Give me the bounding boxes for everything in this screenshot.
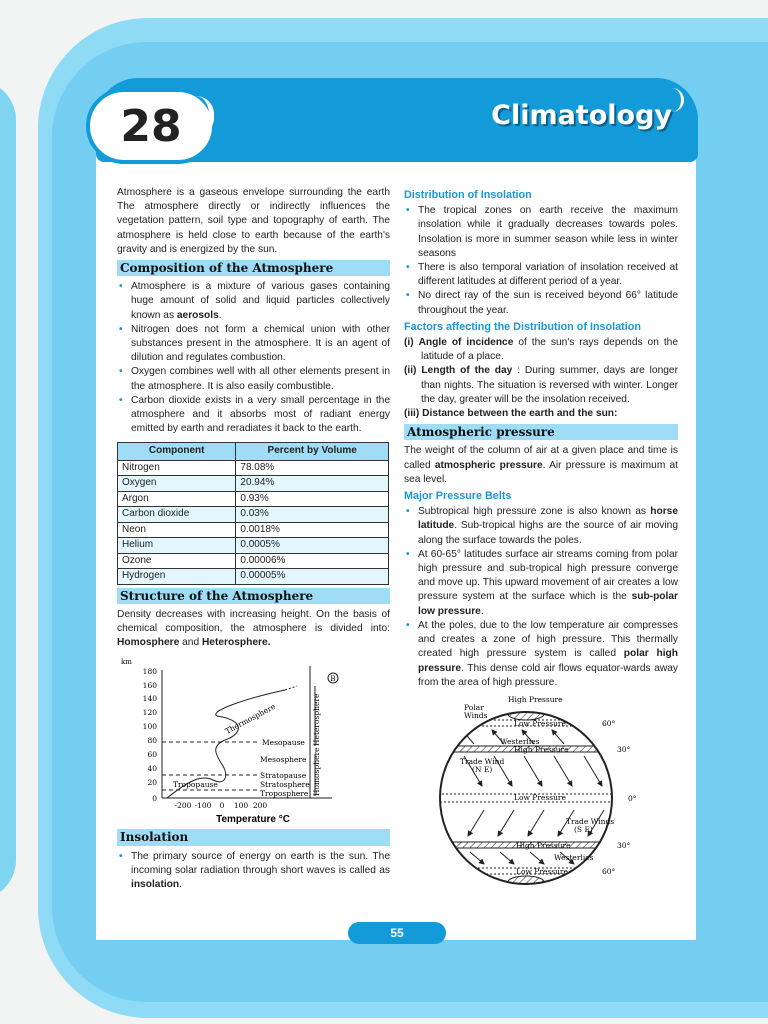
svg-text:0: 0	[152, 794, 157, 804]
svg-text:Mesopause: Mesopause	[262, 738, 305, 748]
table-header: Component	[118, 443, 236, 460]
insolation-bullet: • The primary source of energy on earth is the sun. The incoming solar radiation through short waves is called as insolation.	[117, 850, 390, 893]
composition-heading: Composition of the Atmosphere	[117, 260, 390, 276]
svg-text:80: 80	[147, 736, 157, 746]
svg-text:Tropopause: Tropopause	[173, 780, 218, 790]
pressure-paragraph: The weight of the column of air at a given place and time is called atmospheric pressure. Air pressure is maximum at sea level.	[404, 445, 679, 485]
pressure-belts-globe-diagram	[404, 694, 678, 890]
svg-text:Low Pressure: Low Pressure	[514, 792, 566, 802]
chapter-title: Climatology	[491, 100, 672, 131]
page-number: 55	[348, 922, 446, 944]
distribution-bullet: • No direct ray of the sun is received beyond 66° latitude throughout the year.	[404, 289, 678, 317]
svg-text:B: B	[330, 675, 336, 684]
svg-text:Trade Wind: Trade Wind	[460, 756, 505, 766]
composition-bullet: • Oxygen combines well with all other elements present in the atmosphere. It is also easily combustible.	[117, 365, 390, 393]
belts-list	[404, 505, 678, 690]
svg-text:180: 180	[142, 667, 157, 677]
svg-text:Stratopause: Stratopause	[260, 771, 307, 781]
table-header: Percent by Volume	[236, 443, 389, 460]
svg-text:100: 100	[142, 722, 157, 732]
factor-item: (i) Angle of incidence of the sun's rays depends on the latitude of a place.	[404, 337, 678, 363]
structure-paragraph: Density decreases with increasing height. On the basis of chemical composition, the atmosphere is divided into: Homosphere and Heterosphere.	[117, 608, 390, 649]
table-row: Argon 0.93%	[118, 491, 389, 507]
insolation-list	[117, 850, 390, 893]
svg-text:-200: -200	[174, 801, 192, 811]
composition-bullet: • Atmosphere is a mixture of various gases containing huge amount of solid and liquid particles collectively known as aerosols.	[117, 280, 390, 323]
svg-text:Polar: Polar	[464, 702, 484, 712]
svg-text:Troposphere: Troposphere	[260, 789, 309, 799]
belts-bullet: • Subtropical high pressure zone is also known as horse latitude. Sub-tropical highs are the source of air moving along the surface towards the poles.	[404, 505, 678, 548]
factors-list	[404, 336, 678, 421]
svg-text:Westerlies: Westerlies	[500, 736, 540, 746]
composition-bullet: • Nitrogen does not form a chemical union with other substances present in the atmosphere. It is an agent of dilution and regulates combustion.	[117, 323, 390, 366]
table-row: Neon 0.0018%	[118, 522, 389, 538]
svg-text:-100: -100	[194, 801, 212, 811]
previous-page-edge	[0, 80, 16, 900]
svg-text:Trade Winds: Trade Winds	[566, 816, 615, 826]
svg-text:High Pressure: High Pressure	[516, 840, 571, 850]
svg-text:Low Pressure: Low Pressure	[514, 718, 566, 728]
svg-text:140: 140	[142, 694, 157, 704]
belts-heading: Major Pressure Belts	[404, 490, 512, 503]
svg-text:Homosphere: Homosphere	[312, 747, 321, 797]
svg-text:0°: 0°	[628, 793, 637, 803]
factor-item: (ii) Length of the day : During summer, days are longer than nights. The situation is reversed with winter. Longer the day, greater will be the insolation received.	[404, 365, 678, 405]
svg-text:Thermosphere: Thermosphere	[223, 702, 277, 737]
right-column	[404, 186, 678, 890]
svg-text:120: 120	[142, 708, 157, 718]
table-row: Ozone 0.00006%	[118, 553, 389, 569]
distribution-heading: Distribution of Insolation	[404, 189, 532, 201]
table-row: Oxygen 20.94%	[118, 476, 389, 492]
pressure-heading: Atmospheric pressure	[404, 424, 678, 440]
svg-text:Stratosphere: Stratosphere	[260, 780, 310, 790]
distribution-bullet: • There is also temporal variation of insolation received at different latitudes at different period of a year.	[404, 261, 678, 289]
svg-text:30°: 30°	[617, 840, 631, 850]
factors-heading: Factors affecting the Distribution of Insolation	[404, 320, 641, 333]
insolation-heading: Insolation	[117, 829, 390, 845]
svg-text:Winds: Winds	[464, 710, 488, 720]
svg-text:km: km	[121, 658, 132, 667]
svg-text:Temperature °C: Temperature °C	[216, 814, 290, 826]
svg-text:High Pressure: High Pressure	[514, 744, 569, 754]
svg-text:Heterosphere: Heterosphere	[312, 693, 321, 747]
table-row: Hydrogen 0.00005%	[118, 569, 389, 585]
composition-list	[117, 280, 390, 436]
intro-paragraph: Atmosphere is a gaseous envelope surrounding the earth The atmosphere directly or indirectly influences the vegetation pattern, soil type and topography of earth. The atmosphere is held close to earth because of the earth's gravity and is energized by the sun.	[117, 187, 390, 255]
svg-text:Westerlies: Westerlies	[554, 852, 594, 862]
svg-text:Low Pressure: Low Pressure	[516, 866, 568, 876]
svg-text:0: 0	[219, 801, 225, 811]
svg-text:60°: 60°	[602, 866, 616, 876]
svg-text:200: 200	[252, 801, 268, 811]
svg-text:40: 40	[147, 764, 157, 774]
svg-text:20: 20	[147, 778, 157, 788]
svg-text:100: 100	[233, 801, 249, 811]
table-row: Nitrogen 78.08%	[118, 460, 389, 476]
distribution-bullet: • The tropical zones on earth receive the maximum insolation while it gradually decreases towards poles. Insolation is more in summer season while less in winter seasons	[404, 204, 678, 261]
svg-text:30°: 30°	[617, 744, 631, 754]
composition-bullet: • Carbon dioxide exists in a very small percentage in the atmosphere and it absorbs most of radiant energy emitted by earth and reradiates it back to the earth.	[117, 394, 390, 437]
svg-text:(S E): (S E)	[574, 824, 593, 834]
svg-text:High Pressure: High Pressure	[508, 694, 563, 704]
svg-text:(N E): (N E)	[472, 764, 493, 774]
table-row: Helium 0.0005%	[118, 538, 389, 554]
belts-bullet: • At the poles, due to the low temperature air compresses and creates a zone of high pressure. This thermally created high pressure system is called polar high pressure. This dense cold air flows equator-wards away from the area of high pressure.	[404, 619, 678, 690]
belts-bullet: • At 60-65° latitudes surface air streams coming from polar high pressure and sub-tropical high pressure converge and move up. This upward movement of air creates a low pressure system at the surface which is the sub-polar low pressure.	[404, 548, 678, 619]
left-column	[117, 186, 390, 892]
table-row: Carbon dioxide 0.03%	[118, 507, 389, 523]
svg-text:60°: 60°	[602, 718, 616, 728]
temperature-height-diagram	[117, 654, 390, 826]
svg-text:160: 160	[142, 681, 157, 691]
svg-text:60: 60	[147, 750, 157, 760]
svg-text:Mesosphere: Mesosphere	[260, 755, 307, 765]
composition-table	[117, 442, 389, 584]
distribution-list	[404, 204, 678, 318]
chapter-number: 28	[120, 100, 182, 152]
structure-heading: Structure of the Atmosphere	[117, 588, 390, 604]
factor-item: (iii) Distance between the earth and the sun:	[404, 408, 618, 420]
